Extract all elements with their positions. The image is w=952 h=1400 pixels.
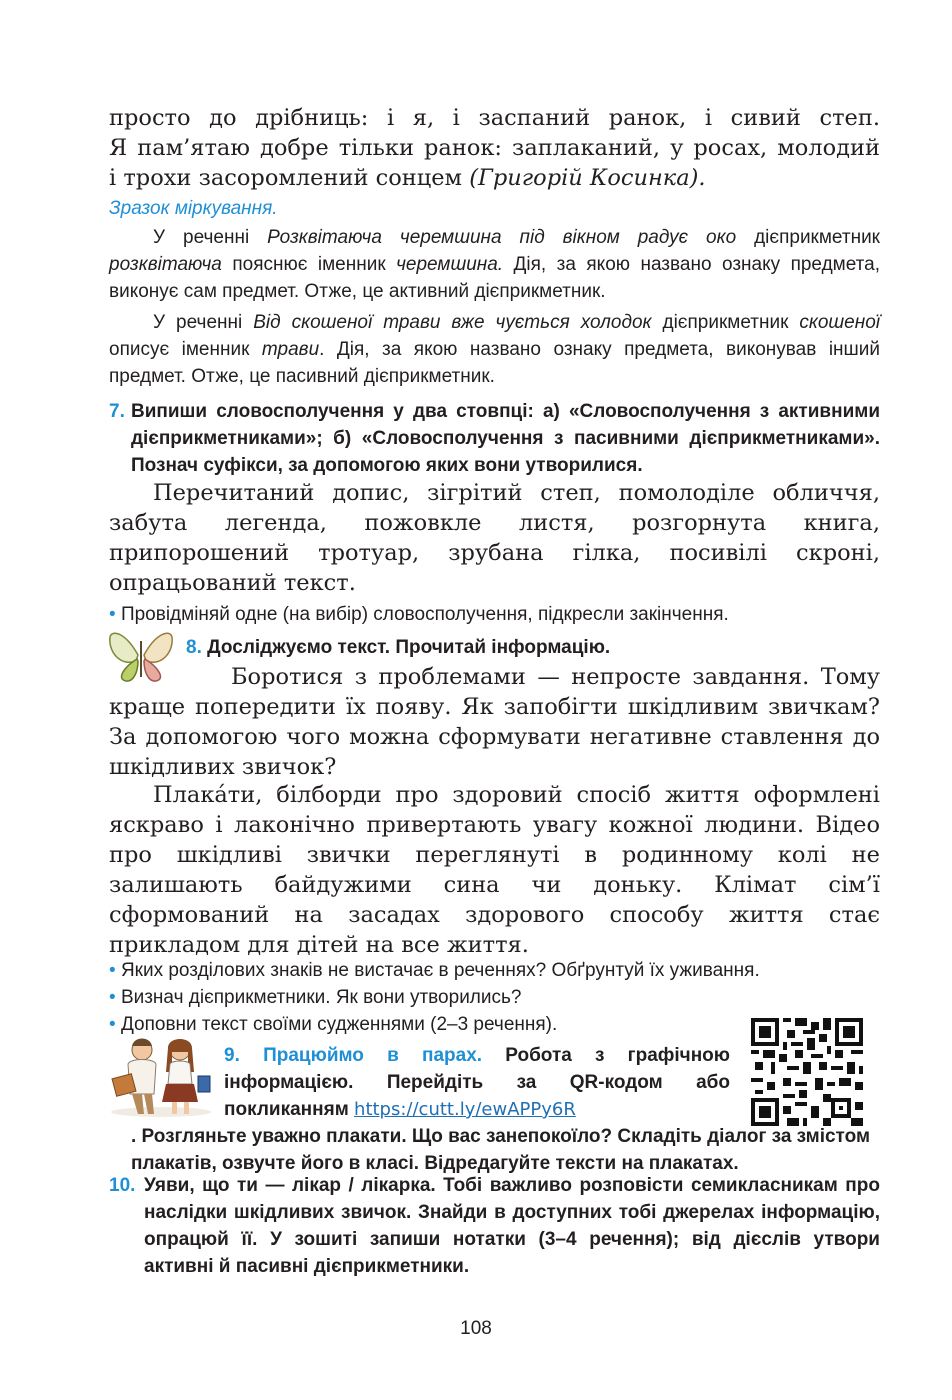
task-7-bullet: • Провідміняй одне (на вибір) словосполучення, підкресли закінчення.: [109, 604, 729, 625]
task-10-text: Уяви, що ти — лікар / лікарка. Тобі важливо розповісти семикласникам про наслідки шкідливих звичок. Знайди в доступних тобі джерелах інформацію, опрацюй її. У зошиті запиши нотатки (3–4 речення); від дієслів утвори активні й пасивні дієприкметники.: [144, 1175, 880, 1277]
task-9-number: 9.: [224, 1045, 240, 1066]
task-7-text: Випиши словосполучення у два стовпці: а) «Словосполучення з активними дієприкметниками»; б) «Словосполучення з пасивними дієприкметниками». Познач суфікси, за допомогою яких вони утворилися.: [131, 401, 880, 476]
intro-author: (Григорій Косинка).: [469, 165, 706, 191]
task-8-number: 8.: [186, 637, 202, 658]
task-10: [109, 1172, 880, 1280]
task-7-body: Перечитаний допис, зігрітий степ, помолоділе обличчя, забута легенда, пожовкле листя, розгорнута книга, припорошений тротуар, зрубана гілка, посивілі скроні, опрацьований текст.: [109, 480, 880, 596]
sample-paragraph-1: У реченні Розквітаюча черемшина під вікном радує око дієприкметник розквітаюча пояснює іменник черемшина. Дія, за якою названо ознаку предмета, виконує сам предмет. Отже, це активний дієприкметник.: [109, 227, 880, 302]
task-8-bullet: • Яких розділових знаків не вистачає в реченнях? Обґрунтуй їх уживання.: [109, 960, 760, 981]
task-9-link[interactable]: https://cutt.ly/ewAPPy6R: [354, 1099, 576, 1120]
task-8-title: Досліджуємо текст. Прочитай інформацію.: [207, 637, 611, 658]
sample-title: Зразок міркування.: [109, 198, 278, 219]
task-9-continued: . Розгляньте уважно плакати. Що вас занепокоїло? Складіть діалог за змістом плакатів, озвучте його в класі. Відредагуйте тексти на плакатах.: [131, 1126, 871, 1174]
sample-paragraph-2: У реченні Від скошеної трави вже чується холодок дієприкметник скошеної описує іменник трави. Дія, за якою названо ознаку предмета, виконував інший предмет. Отже, це пасивний дієприкметник.: [109, 312, 881, 387]
task-10-number: 10.: [109, 1175, 136, 1196]
intro-line-1: просто до дрібниць: і я, і заспаний ранок, і сивий степ.: [109, 105, 880, 131]
qr-code[interactable]: [751, 1017, 863, 1127]
task-8-bullet: • Доповни текст своїми судженнями (2–3 речення).: [109, 1014, 558, 1035]
intro-line-2: Я пам’ятаю добре тільки ранок: заплаканий, у росах, молодий: [109, 135, 880, 161]
intro-text: [109, 103, 880, 193]
page-number: 108: [460, 1318, 492, 1339]
task-7: [109, 398, 880, 479]
intro-line-3: і трохи засоромлений сонцем (Григорій Косинка).: [109, 165, 706, 191]
task-9-title: Працюймо в парах.: [263, 1045, 483, 1066]
task-9-intro: 9. Працюймо в парах. Робота з графічною інформацією. Перейдіть за QR-кодом або покликанням https://cutt.ly/ewAPPy6R: [224, 1045, 731, 1120]
students-illustration: [108, 1036, 214, 1118]
task-8-paragraph-2: Плака́ти, білборди про здоровий спосіб життя оформлені яскраво і лаконічно привертають увагу кожної людини. Відео про шкідливі звички переглянуті в родинному колі не залишають байдужими сина чи доньку. Клімат сім’ї сформований на засадах здорового способу життя стає прикладом для дітей на все життя.: [109, 782, 880, 958]
task-8-paragraph-1: Боротися з проблемами — непросте завдання. Тому краще попередити їх появу. Як запобігти шкідливим звичкам? За допомогою чого можна сформувати негативне ставлення до шкідливих звичок?: [109, 664, 880, 780]
task-7-number: 7.: [109, 401, 125, 422]
task-8-heading: [186, 634, 610, 661]
task-8-bullet: • Визнач дієприкметники. Як вони утворились?: [109, 987, 522, 1008]
sample-reasoning: [109, 195, 880, 390]
